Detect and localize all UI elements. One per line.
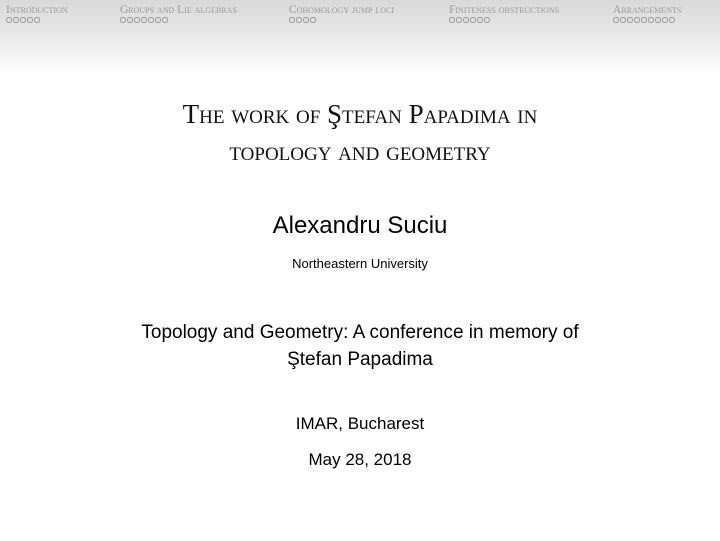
- frame-dots: [6, 17, 68, 24]
- nav-section-introduction[interactable]: [6, 4, 68, 24]
- frame-dots: [613, 17, 681, 24]
- frame-dot[interactable]: [162, 17, 168, 23]
- frame-dot[interactable]: [289, 17, 295, 23]
- nav-section-arrangements[interactable]: [613, 4, 681, 24]
- frame-dot[interactable]: [470, 17, 476, 23]
- frame-dot[interactable]: [662, 17, 668, 23]
- frame-dots: [120, 17, 237, 24]
- institute: Northeastern University: [292, 256, 428, 271]
- presentation-title: [0, 96, 720, 170]
- nav-section-cohomology-jump-loci[interactable]: [289, 4, 394, 24]
- title-line-2: topology and geometry: [229, 136, 491, 166]
- section-navigation-bar: [0, 0, 720, 76]
- frame-dots: [449, 17, 559, 24]
- frame-dot[interactable]: [141, 17, 147, 23]
- frame-dot[interactable]: [477, 17, 483, 23]
- frame-dot[interactable]: [449, 17, 455, 23]
- frame-dot[interactable]: [655, 17, 661, 23]
- frame-dot[interactable]: [120, 17, 126, 23]
- nav-section-label: Introduction: [6, 4, 68, 16]
- frame-dot[interactable]: [613, 17, 619, 23]
- conference-name: [0, 319, 720, 373]
- frame-dot[interactable]: [648, 17, 654, 23]
- frame-dot[interactable]: [6, 17, 12, 23]
- frame-dot[interactable]: [484, 17, 490, 23]
- title-line-1: The work of Ştefan Papadima in: [182, 99, 538, 129]
- frame-dot[interactable]: [134, 17, 140, 23]
- frame-dot[interactable]: [634, 17, 640, 23]
- frame-dot[interactable]: [20, 17, 26, 23]
- frame-dot[interactable]: [669, 17, 675, 23]
- frame-dot[interactable]: [463, 17, 469, 23]
- conference-line-1: Topology and Geometry: A conference in memory of: [141, 322, 579, 343]
- frame-dot[interactable]: [127, 17, 133, 23]
- frame-dot[interactable]: [27, 17, 33, 23]
- nav-section-finiteness-obstructions[interactable]: [449, 4, 559, 24]
- frame-dot[interactable]: [620, 17, 626, 23]
- frame-dot[interactable]: [310, 17, 316, 23]
- frame-dot[interactable]: [296, 17, 302, 23]
- nav-section-label: Arrangements: [613, 4, 682, 16]
- venue: IMAR, Bucharest: [295, 414, 425, 433]
- nav-section-label: Groups and Lie algebras: [120, 4, 237, 16]
- nav-section-label: Cohomology jump loci: [289, 4, 394, 16]
- nav-section-label: Finiteness obstructions: [449, 4, 560, 16]
- frame-dot[interactable]: [148, 17, 154, 23]
- frame-dots: [289, 17, 394, 24]
- presentation-date: May 28, 2018: [308, 450, 412, 469]
- frame-dot[interactable]: [303, 17, 309, 23]
- frame-dot[interactable]: [155, 17, 161, 23]
- conference-line-2: Ştefan Papadima: [287, 349, 433, 370]
- frame-dot[interactable]: [34, 17, 40, 23]
- frame-dot[interactable]: [456, 17, 462, 23]
- frame-dot[interactable]: [13, 17, 19, 23]
- frame-dot[interactable]: [627, 17, 633, 23]
- nav-section-groups-lie-algebras[interactable]: [120, 4, 237, 24]
- author-name: Alexandru Suciu: [272, 212, 448, 239]
- frame-dot[interactable]: [641, 17, 647, 23]
